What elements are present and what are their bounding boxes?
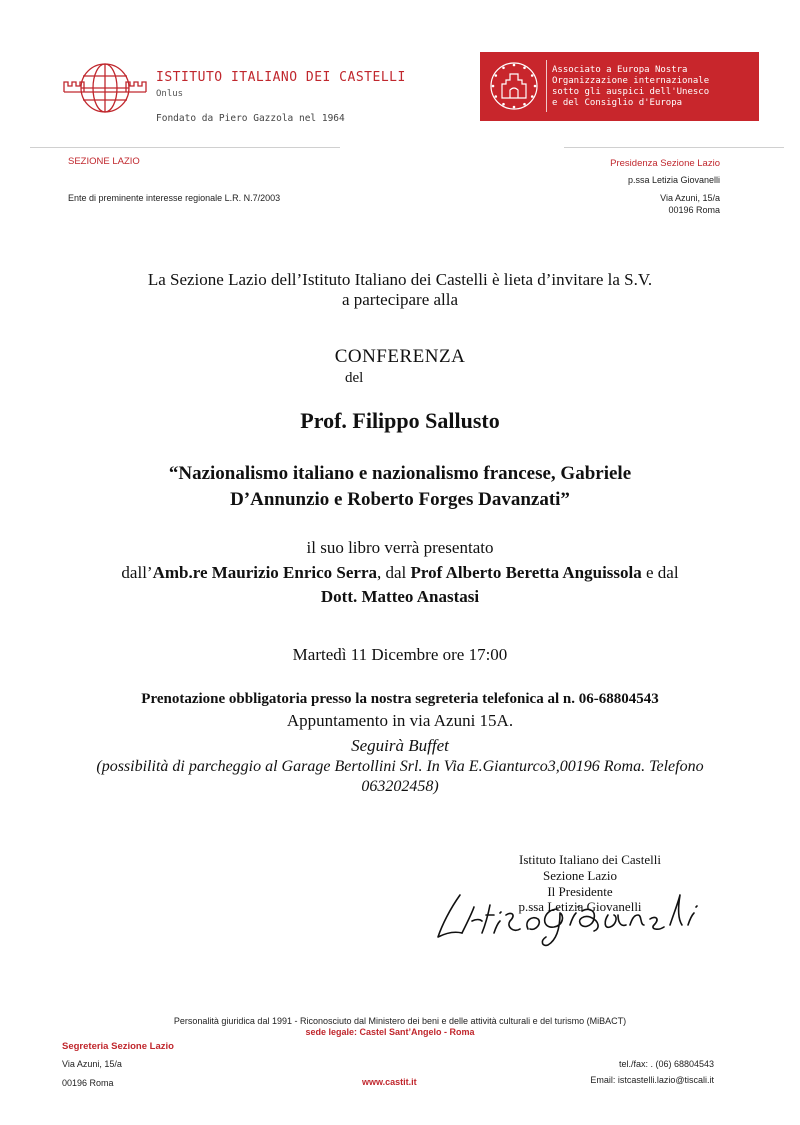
talk-title-line-1: “Nazionalismo italiano e nazionalismo francese, Gabriele	[168, 463, 632, 484]
signature-role: Il Presidente	[547, 884, 613, 899]
footer-secretariat-title: Segreteria Sezione Lazio	[62, 1041, 174, 1052]
presidency-address-street: Via Azuni, 15/a	[660, 193, 720, 203]
europa-nostra-text: Associato a Europa Nostra Organizzazione internazionale sotto gli auspici dell'Unesco e del Consiglio d'Europa	[552, 65, 710, 108]
signature-institute: Istituto Italiano dei Castelli	[519, 852, 661, 867]
europa-nostra-box	[480, 52, 759, 121]
presidency-name: p.ssa Letizia Giovanelli	[627, 175, 720, 185]
presenters-prefix: dall’	[121, 563, 153, 582]
footer-address-street: Via Azuni, 15/a	[62, 1059, 122, 1069]
signature-name: p.ssa Letizia Giovanelli	[518, 899, 642, 914]
speaker-name: Prof. Filippo Sallusto	[300, 408, 500, 433]
footer-phone: tel./fax: . (06) 68804543	[618, 1059, 714, 1069]
event-del: del	[345, 370, 364, 386]
book-presentation-line: il suo libro verrà presentato	[306, 538, 494, 557]
presenters-line-1	[0, 563, 800, 583]
intro-line-2: a partecipare alla	[341, 290, 459, 309]
footer-address-city: 00196 Roma	[62, 1078, 114, 1088]
signature-section: Sezione Lazio	[543, 868, 617, 883]
buffet-note: Seguirà Buffet	[351, 736, 449, 755]
handwritten-signature	[432, 885, 712, 947]
footer-email[interactable]: Email: istcastelli.lazio@tiscali.it	[590, 1075, 714, 1085]
parking-note-line-2: 063202458)	[361, 778, 439, 795]
presidency-address-city: 00196 Roma	[668, 205, 720, 215]
presenters-post: e dal	[641, 563, 679, 582]
presenter-3: Dott. Matteo Anastasi	[320, 587, 480, 606]
header-divider-left	[30, 147, 340, 148]
institute-onlus: Onlus	[156, 89, 184, 99]
event-date: Martedì 11 Dicembre ore 17:00	[292, 645, 508, 664]
institute-founded: Fondato da Piero Gazzola nel 1964	[156, 113, 345, 124]
reservation-notice: Prenotazione obbligatoria presso la nostra segreteria telefonica al n. 06-68804543	[141, 691, 659, 707]
presidency-title: Presidenza Sezione Lazio	[610, 158, 720, 169]
presenters-mid: , dal	[377, 563, 411, 582]
talk-title-line-2: D’Annunzio e Roberto Forges Davanzati”	[230, 489, 570, 510]
presenter-1: Amb.re Maurizio Enrico Serra	[152, 563, 377, 582]
presenter-2: Prof Alberto Beretta Anguissola	[410, 563, 642, 582]
europa-nostra-emblem-icon	[488, 60, 540, 112]
parking-note-line-1: (possibilità di parcheggio al Garage Bertollini Srl. In Via E.Gianturco3,00196 Roma. Telefono	[96, 758, 704, 775]
europa-box-divider	[546, 60, 547, 112]
footer-legal-seat: sede legale: Castel Sant’Angelo - Roma	[305, 1027, 475, 1037]
event-type: CONFERENZA	[334, 346, 466, 367]
institute-name: ISTITUTO ITALIANO DEI CASTELLI	[156, 70, 406, 85]
globe-castle-icon	[62, 62, 148, 114]
footer-website-link[interactable]: www.castit.it	[362, 1077, 417, 1087]
header-divider-right	[564, 147, 784, 148]
footer-legal-line: Personalità giuridica dal 1991 - Riconosciuto dal Ministero dei beni e delle attività culturali e del turismo (MiBACT)	[173, 1016, 627, 1026]
section-label: SEZIONE LAZIO	[68, 156, 140, 167]
ente-label: Ente di preminente interesse regionale L.R. N.7/2003	[68, 193, 281, 203]
meeting-place: Appuntamento in via Azuni 15A.	[286, 711, 514, 730]
intro-line-1: La Sezione Lazio dell’Istituto Italiano dei Castelli è lieta d’invitare la S.V.	[147, 270, 653, 289]
